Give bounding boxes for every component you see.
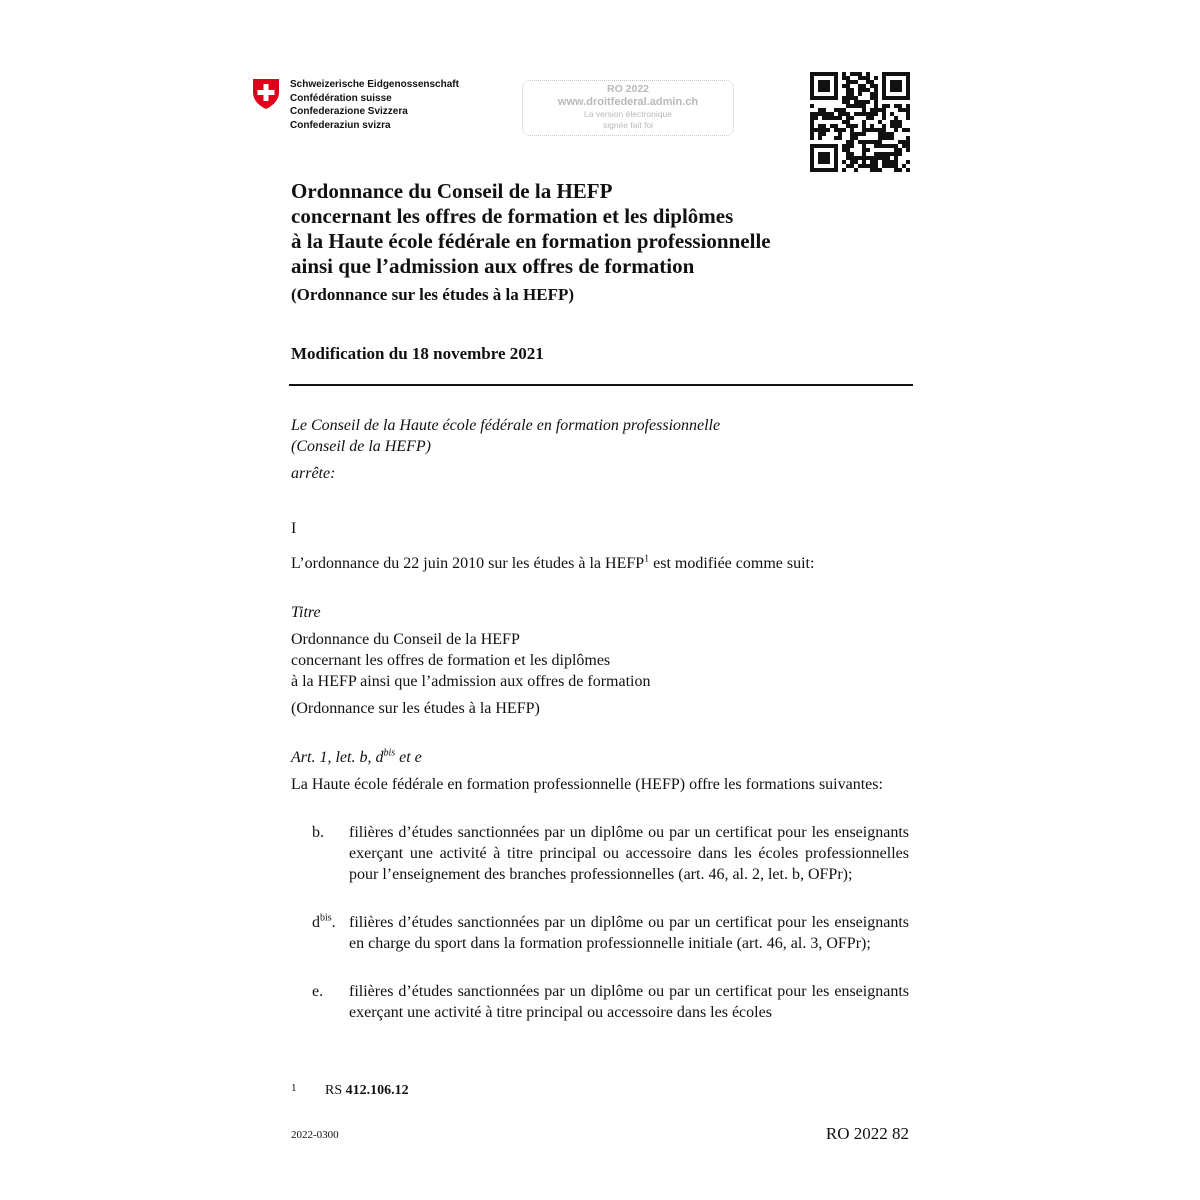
article-heading-text: Art. 1, let. b, d (291, 749, 384, 766)
swiss-coat-of-arms-icon (252, 78, 280, 110)
title-divider (289, 384, 913, 386)
list-item (291, 822, 909, 885)
intro-text: L’ordonnance du 22 juin 2010 sur les études à la HEFP (291, 555, 645, 572)
authority-line: Le Conseil de la Haute école fédérale en formation professionnelle (291, 417, 721, 434)
list-item-text: filières d’études sanctionnées par un diplôme ou par un certificat pour les enseignants exerçant une activité à titre principal ou accessoire dans les écoles (349, 983, 909, 1021)
confederation-line-de: Schweizerische Eidgenossenschaft (290, 79, 459, 90)
stamp-url[interactable]: www.droitfederal.admin.ch (557, 96, 699, 108)
new-title-line: Ordonnance du Conseil de la HEFP (291, 631, 520, 648)
article-heading (291, 747, 422, 768)
modification-date: Modification du 18 novembre 2021 (291, 344, 544, 363)
new-short-title: (Ordonnance sur les études à la HEFP) (291, 700, 540, 717)
stamp-ro: RO 2022 (606, 83, 650, 95)
confederation-name (290, 78, 459, 132)
list-item-text: filières d’études sanctionnées par un diplôme ou par un certificat pour les enseignants en charge du sport dans la formation professionnelle initiale (art. 46, al. 3, OFPr); (349, 914, 909, 952)
footnote-ref[interactable]: 1 (644, 553, 650, 565)
title-line: concernant les offres de formation et les diplômes (291, 204, 734, 228)
title-line: Ordonnance du Conseil de la HEFP (291, 179, 613, 203)
new-title-line: à la HEFP ainsi que l’admission aux offres de formation (291, 673, 651, 690)
confederation-line-it: Confederazione Svizzera (290, 106, 408, 117)
electronic-signature-stamp (522, 80, 734, 136)
decree-word: arrête: (291, 465, 336, 482)
section-number: I (291, 520, 297, 537)
title-line: ainsi que l’admission aux offres de formation (291, 254, 695, 278)
authority-line: (Conseil de la HEFP) (291, 438, 431, 455)
confederation-line-rm: Confederaziun svizra (290, 119, 391, 131)
list-item-text: filières d’études sanctionnées par un diplôme ou par un certificat pour les enseignants exerçant une activité à titre principal ou accessoire dans les écoles professionnelles pour l’enseignement des branches professionnelles (art. 46, al. 2, let. b, OFPr); (349, 824, 909, 883)
intro-paragraph (291, 553, 814, 574)
new-title-line: concernant les offres de formation et les diplômes (291, 652, 611, 669)
official-compilation-ref: RO 2022 82 (825, 1124, 909, 1143)
footnote-number: 1 (291, 1082, 297, 1094)
list-item-label: $d^{bis}$. (312, 912, 336, 931)
short-title: (Ordonnance sur les études à la HEFP) (291, 285, 575, 304)
intro-text-end: est modifiée comme suit: (649, 555, 815, 572)
stamp-note-2: signée fait foi (602, 120, 654, 130)
confederation-line-fr: Confédération suisse (290, 92, 392, 104)
article-intro: La Haute école fédérale en formation professionnelle (HEFP) offre les formations suivantes: (291, 776, 883, 793)
document-id: 2022-0300 (291, 1129, 339, 1141)
issuing-authority (291, 415, 720, 457)
titre-heading: Titre (291, 604, 321, 621)
list-item-label: e. (312, 983, 324, 1000)
article-heading-end: et e (395, 749, 422, 766)
article-heading-sup: bis (383, 747, 396, 759)
new-title (291, 629, 650, 692)
list-item (291, 981, 909, 1023)
stamp-note-1: La version électronique (584, 109, 672, 119)
footnote-reference[interactable]: 412.106.12 (345, 1083, 409, 1098)
list-item-label: b. (312, 824, 324, 841)
title-line: à la Haute école fédérale en formation professionnelle (291, 229, 771, 253)
footnote-prefix: RS (325, 1083, 346, 1098)
qr-code-icon (810, 72, 910, 172)
list-item (291, 912, 909, 954)
document-title (291, 179, 771, 279)
footnote (291, 1079, 409, 1100)
